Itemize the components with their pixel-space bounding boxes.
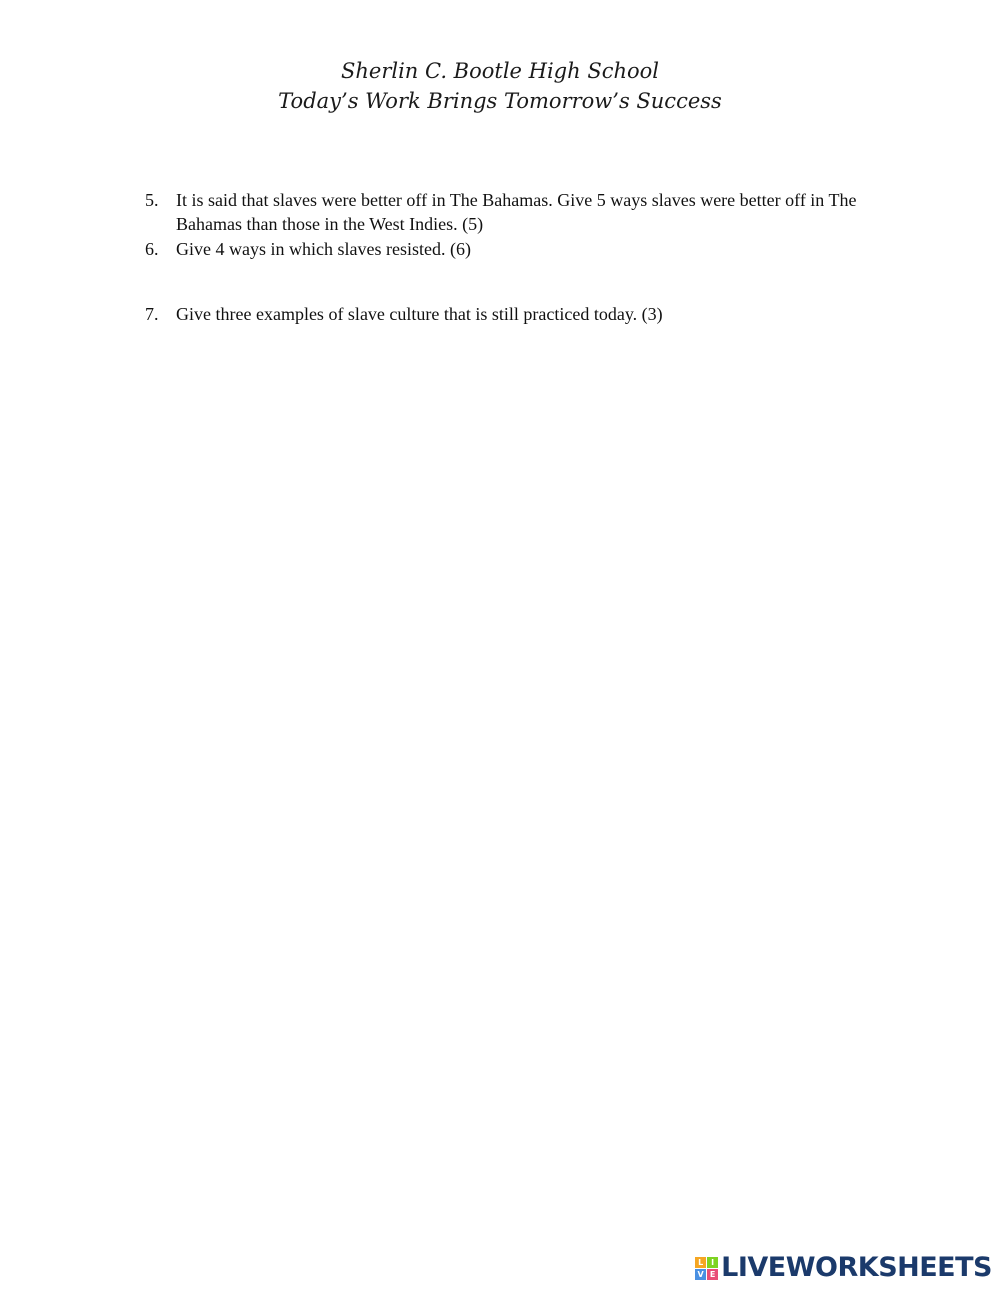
question-item — [145, 188, 875, 236]
question-list — [145, 188, 875, 326]
school-name: Sherlin C. Bootle High School — [340, 59, 659, 83]
liveworksheets-logo[interactable] — [695, 1253, 992, 1283]
school-motto: Today’s Work Brings Tomorrow’s Success — [278, 89, 722, 113]
question-item — [145, 302, 875, 326]
page-header — [0, 56, 1000, 116]
question-item — [145, 237, 875, 261]
question-number: 6. — [145, 239, 159, 259]
logo-mark-icon: L I V E — [695, 1257, 718, 1280]
question-number: 5. — [145, 190, 159, 210]
question-number: 7. — [145, 304, 159, 324]
question-text: Give 4 ways in which slaves resisted. (6) — [176, 239, 471, 259]
logo-text: LIVEWORKSHEETS — [721, 1252, 992, 1283]
question-text: It is said that slaves were better off in The Bahamas. Give 5 ways slaves were better off in The Bahamas than those in the West Indies. (5) — [176, 190, 857, 234]
question-text: Give three examples of slave culture that is still practiced today. (3) — [176, 304, 663, 324]
